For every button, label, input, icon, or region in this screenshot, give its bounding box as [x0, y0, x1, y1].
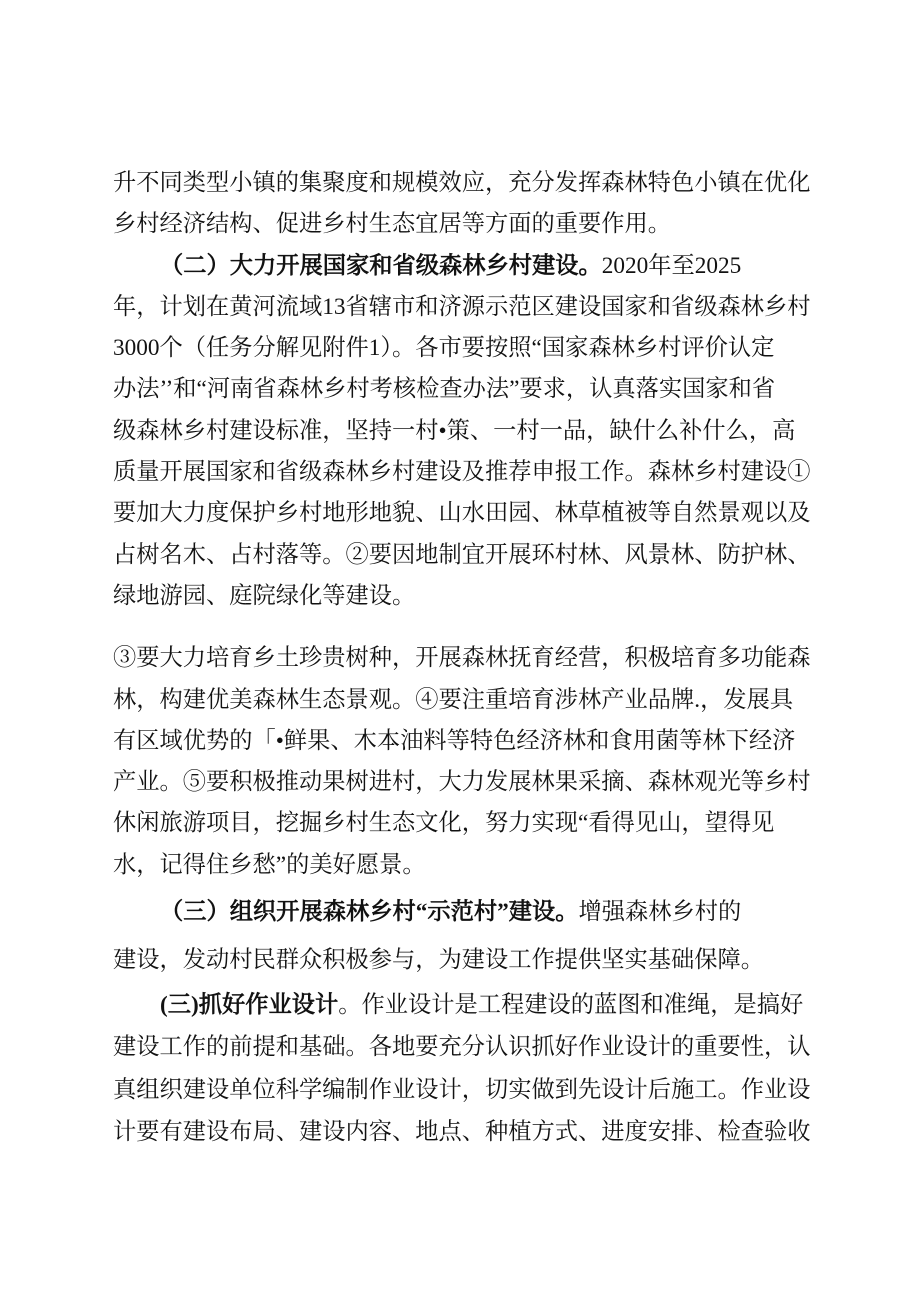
- text-run: 绿地游园、庭院绿化等建设。: [113, 582, 416, 609]
- text-run: 建设工作的前提和基础。各地要充分认识抓好作业设计的重要性，认: [113, 1034, 811, 1061]
- text-line: [113, 369, 813, 410]
- document-body: [113, 163, 813, 1153]
- text-run: 有区域优势的「•鲜果、木本油料等特色经济林和食用菌等林下经济: [113, 727, 796, 754]
- paragraph: [113, 163, 813, 246]
- text-line: [113, 535, 813, 576]
- text-line: [113, 452, 813, 493]
- text-run: 升不同类型小镇的集聚度和规模效应，充分发挥森林特色小镇在优化: [113, 170, 811, 196]
- text-line: [113, 888, 813, 936]
- text-run: 级森林乡村建设标准，坚持一村•策、一村一品，缺什么补什么，高: [113, 417, 796, 444]
- text-line: [113, 984, 813, 1026]
- paragraph: [113, 246, 813, 618]
- paragraph: [113, 984, 813, 1153]
- text-line: [113, 246, 813, 287]
- text-run: 休闲旅游项目，挖掘乡村生态文化，努力实现“看得见山，望得见: [113, 810, 775, 837]
- text-line: [113, 493, 813, 534]
- text-line: [113, 845, 813, 886]
- text-run: 产业。⑤要积极推动果树进村，大力发展林果采摘、森林观光等乡村: [113, 769, 811, 796]
- paragraph: [113, 638, 813, 886]
- text-run: 真组织建设单位科学编制作业设计，切实做到先设计后施工。作业设: [113, 1076, 811, 1103]
- text-line: [113, 1026, 813, 1068]
- text-line: [113, 762, 813, 803]
- text-line: [113, 803, 813, 844]
- text-line: [113, 680, 813, 721]
- text-run: 3000个（任务分解见附件1）。各市要按照“国家森林乡村评价认定: [113, 335, 775, 362]
- text-line: [113, 576, 813, 617]
- text-run: 建设，发动村民群众积极参与，为建设工作提供坚实基础保障。: [113, 947, 765, 974]
- text-run: 林，构建优美森林生态景观。④要注重培育涉林产业品牌.，发展具: [113, 686, 794, 713]
- text-line: [113, 163, 813, 204]
- text-run: 计要有建设布局、建设内容、地点、种植方式、进度安排、检查验收: [113, 1118, 811, 1145]
- text-run: 占树名木、占村落等。②要因地制宜开展环村林、风景林、防护林、: [113, 541, 811, 568]
- text-run: 乡村经济结构、促进乡村生态宜居等方面的重要作用。: [113, 211, 672, 238]
- section-heading-run: （二）大力开展国家和省级森林乡村建设。: [160, 252, 602, 279]
- text-run: 质量开展国家和省级森林乡村建设及推荐申报工作。森林乡村建设①: [113, 459, 811, 486]
- text-run: 水，记得住乡愁”的美好愿景。: [113, 851, 426, 878]
- section-heading-run: (三)抓好作业设计: [160, 992, 339, 1019]
- paragraph: [113, 888, 813, 984]
- text-run: ③要大力培育乡土珍贵树种，开展森林抚育经营，积极培育多功能森: [113, 645, 811, 672]
- text-line: [113, 204, 813, 245]
- text-run: 增强森林乡村的: [578, 899, 742, 926]
- text-line: [113, 721, 813, 762]
- text-line: [113, 638, 813, 679]
- text-line: [113, 411, 813, 452]
- text-line: [113, 1069, 813, 1111]
- text-line: [113, 936, 813, 984]
- text-run: 。作业设计是工程建设的蓝图和准绳，是搞好: [338, 992, 804, 1019]
- text-line: [113, 328, 813, 369]
- text-run: 要加大力度保护乡村地形地貌、山水田园、林草植被等自然景观以及: [113, 500, 811, 527]
- text-line: [113, 287, 813, 328]
- text-line: [113, 1111, 813, 1153]
- text-run: 办法’’和“河南省森林乡村考核检查办法”要求，认真落实国家和省: [113, 376, 776, 403]
- section-heading-run: （三）组织开展森林乡村“示范村”建设。: [160, 899, 579, 926]
- text-run: 2020年至2025: [601, 252, 742, 279]
- text-run: 年，计划在黄河流域13省辖市和济源示范区建设国家和省级森林乡村: [113, 293, 811, 320]
